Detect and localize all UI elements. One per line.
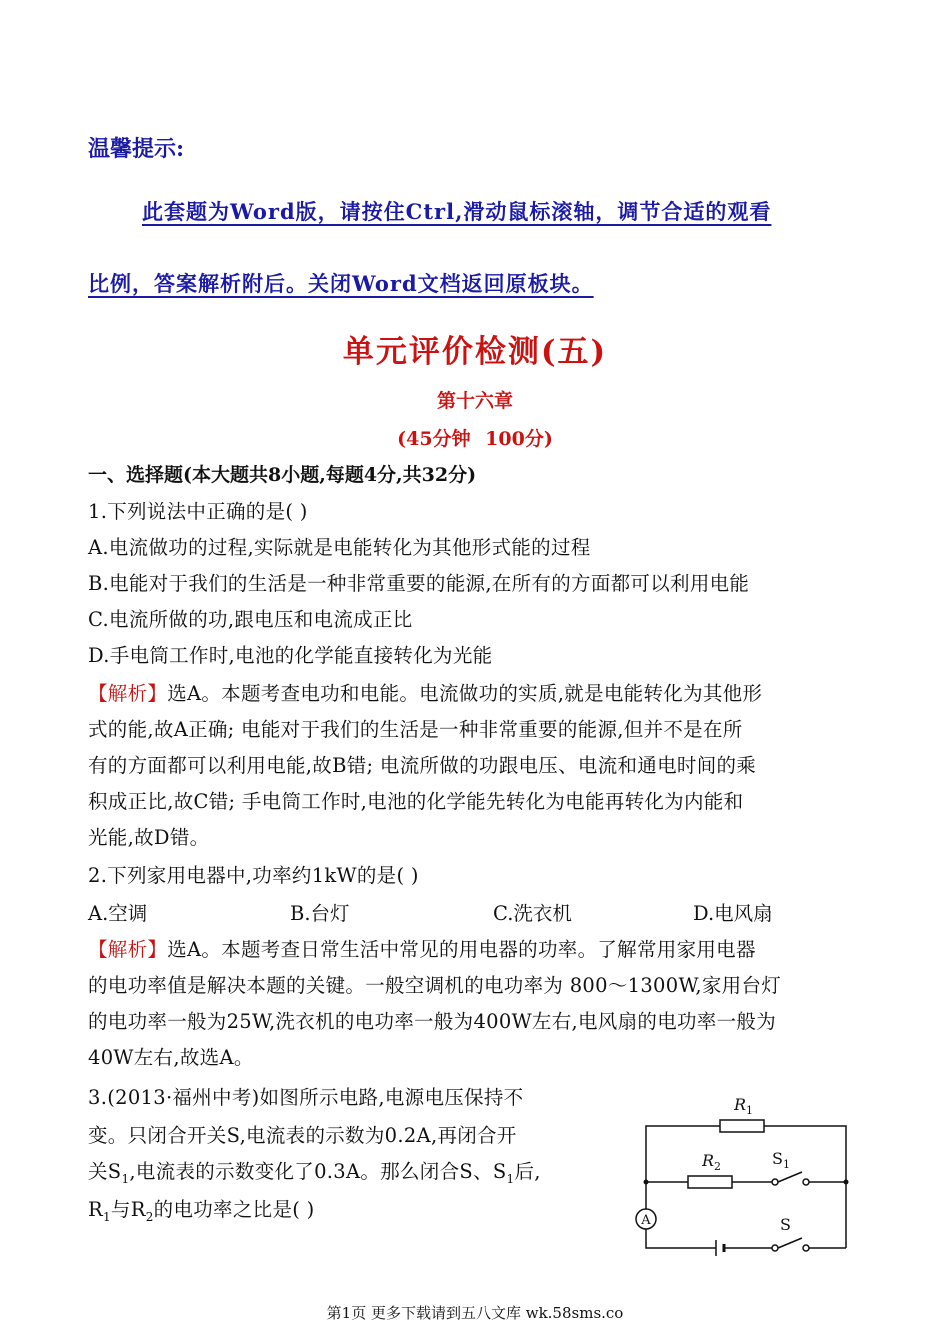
resistor-r2 bbox=[688, 1176, 732, 1188]
section-heading: 一、选择题(本大题共8小题,每题4分,共32分) bbox=[88, 464, 477, 486]
q1-option-d: D.手电筒工作时,电池的化学能直接转化为光能 bbox=[88, 644, 493, 667]
r2-label: $R_2$ bbox=[702, 1151, 722, 1173]
q1-option-a: A.电流做功的过程,实际就是电能转化为其他形式能的过程 bbox=[88, 536, 591, 559]
q3-line-4: $R_1$与$R_2$的电功率之比是( ) bbox=[88, 1198, 315, 1224]
q3-line-1: 3.(2013·福州中考)如图所示电路,电源电压保持不 bbox=[88, 1086, 524, 1109]
tip-line-1: 此套题为Word版，请按住Ctrl,滑动鼠标滚轴，调节合适的观看 bbox=[142, 199, 772, 224]
chapter-label: 第十六章 bbox=[436, 390, 513, 412]
circuit-diagram bbox=[620, 1088, 860, 1258]
q2-option-c: C.洗衣机 bbox=[493, 902, 572, 925]
q3-line-3: 关$S_1$,电流表的示数变化了0.3A。那么闭合S、$S_1$后, bbox=[88, 1160, 541, 1186]
page-footer: 第1页 更多下载请到五八文库 wk.58sms.co bbox=[326, 1304, 624, 1322]
q2-explanation-line-3: 的电功率一般为25W,洗衣机的电功率一般为400W左右,电风扇的电功率一般为 bbox=[88, 1010, 777, 1033]
q3-line-2: 变。只闭合开关S,电流表的示数为0.2A,再闭合开 bbox=[88, 1124, 517, 1147]
duration-label: (45分钟 100分) bbox=[397, 428, 553, 450]
q2-explanation-line-2: 的电功率值是解决本题的关键。一般空调机的电功率为 800～1300W,家用台灯 bbox=[88, 974, 782, 997]
q2-option-d: D.电风扇 bbox=[693, 902, 773, 925]
switch-s1 bbox=[778, 1172, 802, 1182]
tip-line-2: 比例，答案解析附后。关闭Word文档返回原板块。 bbox=[88, 271, 594, 296]
q2-stem: 2.下列家用电器中,功率约1kW的是( ) bbox=[88, 864, 419, 887]
q2-explanation-line-1 bbox=[88, 934, 756, 962]
r1-label: $R_1$ bbox=[734, 1095, 754, 1117]
q2-explanation-line-4: 40W左右,故选A。 bbox=[88, 1046, 254, 1069]
q2-option-a: A.空调 bbox=[88, 902, 148, 925]
ammeter-label: A bbox=[641, 1213, 651, 1228]
s1-label: $S_1$ bbox=[772, 1149, 790, 1171]
q2-option-b: B.台灯 bbox=[290, 902, 350, 925]
tip-title: 温馨提示: bbox=[88, 136, 185, 162]
q1-explanation-line-2: 式的能,故A正确; 电能对于我们的生活是一种非常重要的能源,但并不是在所 bbox=[88, 718, 743, 741]
q1-analysis-tag: 【解析】 bbox=[88, 682, 168, 705]
switch-s bbox=[778, 1238, 802, 1248]
q1-stem: 1.下列说法中正确的是( ) bbox=[88, 500, 308, 523]
page-title: 单元评价检测(五) bbox=[342, 334, 608, 370]
q2-analysis-tag: 【解析】 bbox=[88, 938, 168, 961]
resistor-r1 bbox=[720, 1120, 764, 1132]
q1-explanation-line-5: 光能,故D错。 bbox=[88, 826, 210, 849]
q2-exp-text-1: 选A。本题考查日常生活中常见的用电器的功率。了解常用家用电器 bbox=[167, 938, 756, 961]
q1-explanation-line-3: 有的方面都可以利用电能,故B错; 电流所做的功跟电压、电流和通电时间的乘 bbox=[88, 754, 757, 777]
s-label: S bbox=[780, 1215, 791, 1234]
q1-explanation-line-4: 积成正比,故C错; 手电筒工作时,电池的化学能先转化为电能再转化为内能和 bbox=[88, 790, 744, 813]
q1-exp-text-1: 选A。本题考查电功和电能。电流做功的实质,就是电能转化为其他形 bbox=[167, 682, 763, 705]
q1-option-b: B.电能对于我们的生活是一种非常重要的能源,在所有的方面都可以利用电能 bbox=[88, 572, 750, 595]
q1-explanation-line-1 bbox=[88, 678, 762, 706]
q1-option-c: C.电流所做的功,跟电压和电流成正比 bbox=[88, 608, 413, 631]
